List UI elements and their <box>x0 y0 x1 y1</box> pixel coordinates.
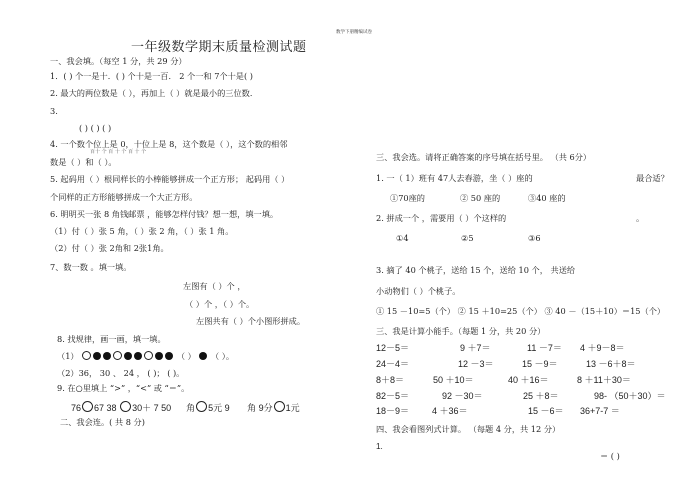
q1-9: 9. 在○里填上 “>” ，“<” 或 “＝”。 <box>57 383 190 393</box>
q1-9-comparisons: 76 67 38 30＋ 7 50 角 5元 9 角 9分 1元 <box>71 403 300 413</box>
q1-8-1-blank2: （ ）。 <box>211 351 235 361</box>
q1-7-line1: 左图有（ ）个 ， <box>183 281 246 291</box>
compare-circle-icon[interactable] <box>196 401 207 412</box>
s3-q2-tail: 。 <box>636 213 645 223</box>
page-header: 数学下册精编试卷 <box>336 30 372 35</box>
q1-1: 1．( ) 个一是十．( ) 个十是一百． 2 个一和 7个十是( ) <box>50 71 253 81</box>
filled-circle-icon <box>155 352 163 360</box>
section5-heading: 四、我会看图列式计算。 （每题 4 分，共 12 分） <box>376 424 561 434</box>
s3-q2: 2. 拼成一个 ，需要用（ ）个这样的 <box>376 213 507 223</box>
s3-q3-line2: 小动物们（ ）个桃子。 <box>376 286 461 296</box>
filled-circle-icon <box>124 352 132 360</box>
s3-q1-opt2: ② 50 座的 <box>460 193 501 203</box>
q1-3-blanks: ( ) ( ) ( ) <box>79 123 112 133</box>
q1-2: 2. 最大的两位数是（ ），再加上（ ）就是最小的三位数． <box>50 88 259 98</box>
hollow-circle-icon <box>144 351 153 360</box>
filled-circle-icon <box>165 352 173 360</box>
section3-heading: 三、我会选。请将正确答案的序号填在括号里。 （共 6分） <box>376 152 592 162</box>
filled-circle-icon <box>103 352 111 360</box>
section2-heading: 二、我会连。( 共 8 分) <box>60 417 145 427</box>
compare-circle-icon[interactable] <box>82 401 93 412</box>
section4-heading: 三、我是计算小能手。（每题 1 分，共 20 分） <box>376 326 546 336</box>
filled-circle-icon <box>199 352 207 360</box>
s3-q1-tail: 最合适？ <box>636 173 669 183</box>
s5-q1: 1. <box>376 442 383 451</box>
s3-q2-opt3: ③6 <box>528 233 541 243</box>
q1-8-2: （2）36， 30 、 24 ， ( )； ( )。 <box>57 368 185 378</box>
compare-circle-icon[interactable] <box>274 401 285 412</box>
compare-circle-icon[interactable] <box>120 401 131 412</box>
s5-q1-answer: ＝ ( ) <box>600 451 620 461</box>
q1-7-line2: （ ）个 ，（ ）个。 <box>185 299 255 309</box>
q1-8-1 <box>57 351 234 360</box>
q1-5-line2: 个同样的正方形能够拼成一个大正方形。 <box>50 192 198 202</box>
s3-q1: 1. 一（ 1）班有 47人去春游，坐（ ）座的 <box>376 173 533 183</box>
s3-q3-line1: 3. 摘了 40 个桃子，送给 15 个，送给 10 个， 共送给 <box>376 265 576 275</box>
q1-7: 7、数一数 。填一填。 <box>50 262 132 272</box>
q1-4-place-labels: 百十 个 百 十 个 百 十 个 <box>90 149 147 155</box>
q1-3: 3. <box>50 106 58 116</box>
q1-8-1-blank1: （ ） <box>176 351 196 361</box>
page-title: 一年级数学期末质量检测试题 <box>131 40 307 55</box>
s3-q2-opt1: ①4 <box>396 233 409 243</box>
q1-4-line2: 数是（ ）和（ ）。 <box>50 157 117 167</box>
q1-8: 8. 找规律，画一画，填一填。 <box>57 334 166 344</box>
hollow-circle-icon <box>82 351 91 360</box>
hollow-circle-icon <box>113 351 122 360</box>
section1-heading: 一、我会填。（每空 1 分，共 29 分） <box>50 56 187 66</box>
s3-q3-options: ① 15 －10=5（个） ② 15 ＋10=25（个） ③ 40 －（15＋10）＝15（个） <box>376 306 666 316</box>
q1-6: 6. 明明买一张 8 角钱邮票 ，能够怎样付钱？想一想，填一填。 <box>50 209 279 219</box>
q1-4-line1: 4. 一个数个位上是 0，十位上是 8，这个数是（ ），这个数的相邻 <box>50 139 288 149</box>
filled-circle-icon <box>134 352 142 360</box>
q1-7-line3: 左图共有（ ）个小图形拼成。 <box>196 316 306 326</box>
q1-8-1-prefix: （1） <box>57 351 79 361</box>
q1-6-1: （1）付（ ）张 5 角，（ ）张 2 角，（ ）张 1 角。 <box>50 226 234 236</box>
filled-circle-icon <box>93 352 101 360</box>
q1-6-2: （2）付（ ）张 2角和 2张1角。 <box>50 243 169 253</box>
s3-q1-opt3: ③40 座的 <box>528 193 566 203</box>
q1-5-line1: 5. 起码用（ ）根同样长的小棒能够拼成一个正方形； 起码用（ ） <box>50 174 290 184</box>
s3-q2-opt2: ②5 <box>461 233 474 243</box>
s3-q1-opt1: ①70座的 <box>390 193 425 203</box>
